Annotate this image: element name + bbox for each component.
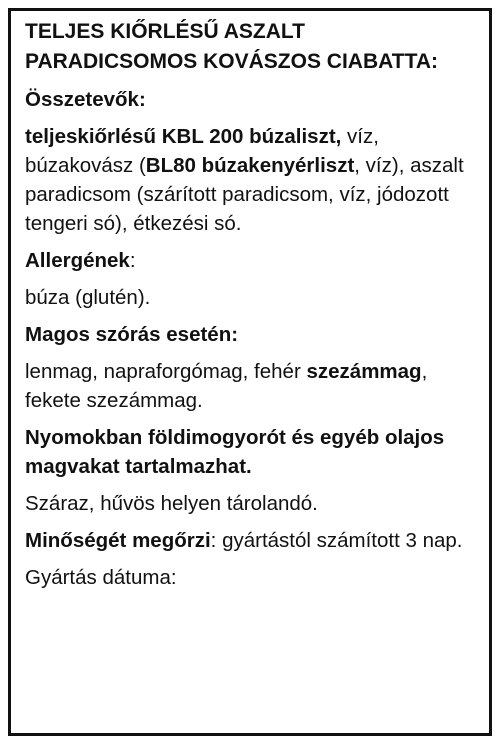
ingredients-text-2: , víz), aszalt paradicsom (szárított paradicsom, víz, jódozott tengeri só), étkezési só.	[25, 154, 464, 235]
product-label	[8, 8, 492, 736]
traces-warning-text: Nyomokban földimogyorót és egyéb olajos magvakat tartalmazhat.	[25, 426, 445, 478]
best-before	[25, 526, 475, 555]
ingredients-heading	[25, 85, 475, 114]
seeds-text-1: lenmag, napraforgómag, fehér	[25, 360, 307, 383]
allergens-text: búza (glutén).	[25, 286, 151, 309]
ingredients-text-1: víz, búzakovász (	[25, 125, 379, 177]
seeds-text-2: , fekete szezámmag.	[25, 360, 428, 412]
allergens-heading-text: Allergének	[25, 249, 130, 272]
traces-warning	[25, 423, 475, 481]
ingredients-list	[25, 122, 475, 238]
allergens-heading-colon: :	[129, 249, 136, 272]
storage-instructions: Száraz, hűvös helyen tárolandó.	[25, 492, 318, 515]
best-before-text: : gyártástól számított 3 nap.	[210, 529, 463, 552]
best-before-label: Minőségét megőrzi	[25, 529, 211, 552]
allergens-heading	[25, 246, 475, 275]
production-date-label: Gyártás dátuma:	[25, 566, 177, 589]
product-title: TELJES KIŐRLÉSŰ ASZALT PARADICSOMOS KOVÁSZOS CIABATTA:	[25, 20, 438, 73]
ingredient-bread-flour: BL80 búzakenyérliszt	[145, 154, 355, 177]
seeds-heading	[25, 320, 475, 349]
seeds-sesame: szezámmag	[306, 360, 422, 383]
seeds-list	[25, 357, 475, 415]
ingredients-heading-text: Összetevők:	[25, 88, 146, 111]
seeds-heading-text: Magos szórás esetén:	[25, 323, 239, 346]
ingredient-flour: teljeskiőrlésű KBL 200 búzaliszt,	[25, 125, 342, 148]
